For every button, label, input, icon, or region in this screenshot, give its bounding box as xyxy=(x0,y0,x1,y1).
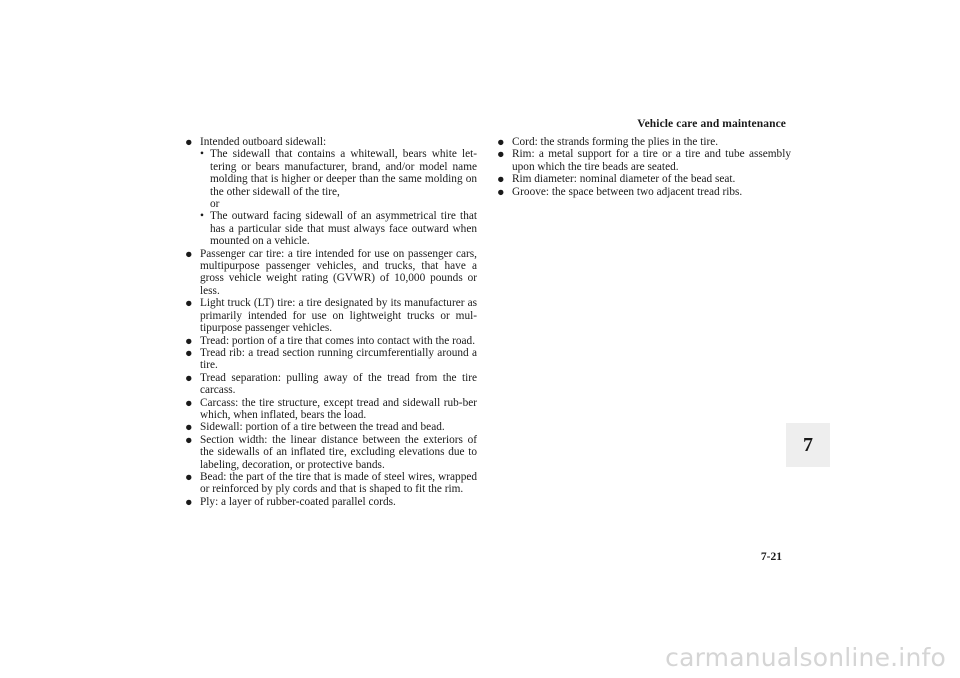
definition-text: Ply: a layer of rubber-coated parallel cords. xyxy=(200,495,396,508)
definition-item-groove xyxy=(497,186,791,198)
definition-text: Groove: the space between two adjacent tread ribs. xyxy=(512,185,743,198)
bullet-icon: ● xyxy=(185,246,193,261)
sub-item xyxy=(200,148,477,198)
definition-item-light-truck-tire xyxy=(185,297,477,334)
definition-item-outboard-sidewall xyxy=(185,136,477,248)
bullet-icon: ● xyxy=(497,184,505,199)
watermark: carmanualsonline.info xyxy=(665,643,946,672)
bullet-icon: ● xyxy=(497,147,505,162)
bullet-icon: ● xyxy=(185,135,193,149)
definition-text: Tread rib: a tread section running circumferentially around a tire. xyxy=(200,346,477,372)
definition-item-tread-separation xyxy=(185,372,477,397)
definition-text: Passenger car tire: a tire intended for use on passenger cars, multipurpose passenger vehicles, and trucks, that have a gross vehicle weight rating (GVWR) of 10,000 pounds or less. xyxy=(200,247,477,297)
definition-text: Tread separation: pulling away of the tread from the tire carcass. xyxy=(200,371,477,397)
definition-text: Intended outboard sidewall: xyxy=(200,136,327,148)
definition-item-tread-rib xyxy=(185,347,477,372)
bullet-icon: ● xyxy=(185,494,193,509)
definition-item-rim-diameter xyxy=(497,173,791,185)
connector-text: or xyxy=(210,198,220,211)
bullet-icon: ● xyxy=(185,296,193,311)
definition-item-section-width xyxy=(185,434,477,471)
bullet-icon: ● xyxy=(185,469,193,484)
left-column xyxy=(185,136,477,508)
bullet-icon: ● xyxy=(185,395,193,410)
definition-text: Rim: a metal support for a tire or a tire and tube assembly upon which the tire beads are seated. xyxy=(512,148,791,173)
bullet-icon: ● xyxy=(185,345,193,360)
sub-item-text: The outward facing sidewall of an asymmetrical tire that has a particular side that must always face outward when mounted on a vehicle. xyxy=(210,210,477,248)
bullet-icon: ● xyxy=(185,333,193,348)
definition-text: Tread: portion of a tire that comes into contact with the road. xyxy=(200,334,476,347)
bullet-icon: ● xyxy=(185,370,193,385)
definition-text: Bead: the part of the tire that is made of steel wires, wrapped or reinforced by ply cords and that is shaped to fit the rim. xyxy=(200,470,477,496)
definition-item-carcass xyxy=(185,397,477,422)
bullet-icon: ● xyxy=(497,135,505,149)
sub-item-connector xyxy=(200,198,477,210)
page-number: 7-21 xyxy=(760,551,782,563)
definition-text: Sidewall: portion of a tire between the tread and bead. xyxy=(200,421,445,434)
bullet-icon: ● xyxy=(497,172,505,187)
sub-bullet-icon: • xyxy=(200,148,204,161)
chapter-tab: 7 xyxy=(786,423,830,467)
definition-item-sidewall xyxy=(185,421,477,433)
sub-item xyxy=(200,210,477,247)
definition-text: Cord: the strands forming the plies in the tire. xyxy=(512,136,719,148)
sub-bullet-icon: • xyxy=(200,210,204,223)
sub-item-text: The sidewall that contains a whitewall, bears white let-tering or bears manufacturer, brand, and/or model name molding that is higher or deeper than the same molding on the other sidewall of the tire, xyxy=(210,148,477,198)
definition-item-bead xyxy=(185,471,477,496)
definition-item-ply xyxy=(185,496,477,508)
bullet-icon: ● xyxy=(185,420,193,435)
running-header: Vehicle care and maintenance xyxy=(637,118,786,130)
definition-item-cord xyxy=(497,136,791,148)
definition-item-passenger-car-tire xyxy=(185,248,477,298)
definition-text: Light truck (LT) tire: a tire designated by its manufacturer as primarily intended for use on lightweight trucks or mul-tipurpose passenger vehicles. xyxy=(200,297,477,335)
definition-item-tread xyxy=(185,335,477,347)
definition-text: Carcass: the tire structure, except tread and sidewall rub-ber which, when inflated, bears the load. xyxy=(200,396,477,421)
definition-item-rim xyxy=(497,148,791,173)
bullet-icon: ● xyxy=(185,432,193,447)
definition-text: Section width: the linear distance between the exteriors of the sidewalls of an inflated tire, excluding elevations due to labeling, decoration, or protective bands. xyxy=(200,433,477,471)
definition-text: Rim diameter: nominal diameter of the bead seat. xyxy=(512,173,736,186)
right-column xyxy=(497,136,791,198)
